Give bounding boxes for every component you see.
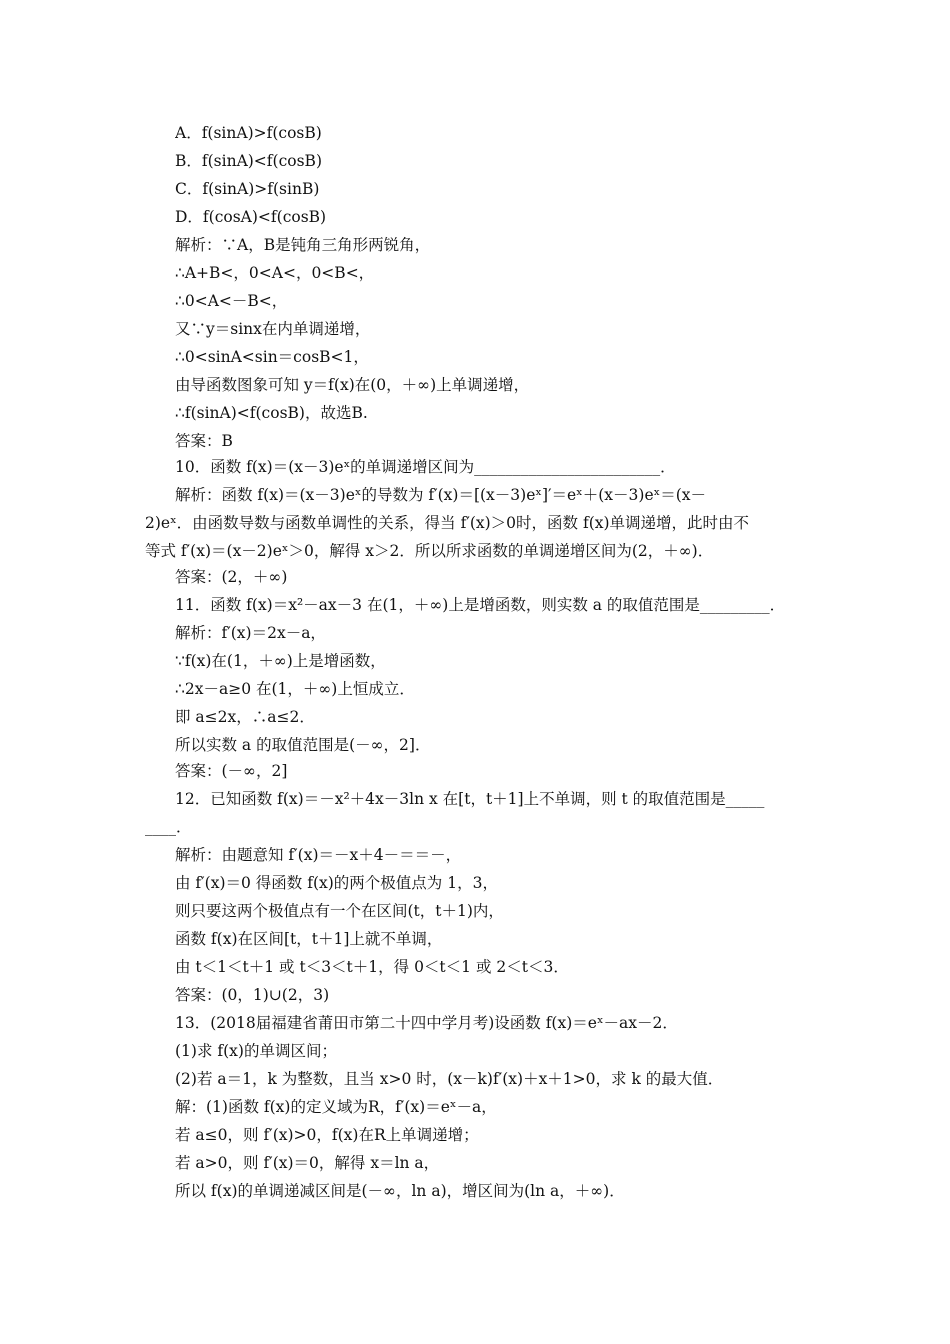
question-13-part-1: (1)求 f(x)的单调区间； <box>175 1042 337 1060</box>
solution-line: 由 f′(x)＝0 得函数 f(x)的两个极值点为 1，3， <box>175 874 498 892</box>
question-12: 12．已知函数 f(x)＝－x²＋4x－3ln x 在[t，t＋1]上不单调，则 t 的取值范围是_____ <box>175 790 765 808</box>
solution-line: 函数 f(x)在区间[t，t＋1]上就不单调， <box>175 930 443 948</box>
solution-line: ∵f(x)在(1，＋∞)上是增函数， <box>175 652 386 670</box>
option-c: C．f(sinA)>f(sinB) <box>175 180 320 198</box>
answer-line: 答案：(2，＋∞) <box>175 568 288 586</box>
solution-line: 解析：∵A，B是钝角三角形两锐角， <box>175 236 431 254</box>
solution-line: 解析：f′(x)＝2x－a， <box>175 624 326 642</box>
question-11: 11．函数 f(x)＝x²－ax－3 在(1，＋∞)上是增函数，则实数 a 的取值范围是_________． <box>175 596 786 614</box>
solution-line: ∴2x－a≥0 在(1，＋∞)上恒成立． <box>175 680 415 698</box>
option-d: D．f(cosA)<f(cosB) <box>175 208 327 226</box>
solution-line: 由导函数图象可知 y＝f(x)在(0，＋∞)上单调递增， <box>175 376 530 394</box>
question-10: 10．函数 f(x)＝(x－3)eˣ的单调递增区间为________________________． <box>175 458 676 476</box>
solution-line: 解：(1)函数 f(x)的定义域为R，f′(x)＝eˣ－a， <box>175 1098 497 1116</box>
question-13-part-2: (2)若 a＝1，k 为整数，且当 x>0 时，(x－k)f′(x)＋x＋1>0，求 k 的最大值． <box>175 1070 724 1088</box>
answer-line: 答案：(0，1)∪(2，3) <box>175 986 330 1004</box>
solution-line: 即 a≤2x，∴a≤2． <box>175 708 315 726</box>
solution-line: 若 a≤0，则 f′(x)>0，f(x)在R上单调递增； <box>175 1126 479 1144</box>
answer-line: 答案：(－∞，2] <box>175 762 288 780</box>
question-13: 13．(2018届福建省莆田市第二十四中学月考)设函数 f(x)＝eˣ－ax－2． <box>175 1014 678 1032</box>
solution-line: ∴f(sinA)<f(cosB)，故选B. <box>175 404 368 422</box>
solution-line: 所以实数 a 的取值范围是(－∞，2]． <box>175 736 431 754</box>
question-12-continued: ____． <box>145 818 192 836</box>
solution-line: ∴0<A<－B<， <box>175 292 288 310</box>
option-b: B．f(sinA)<f(cosB) <box>175 152 322 170</box>
solution-line: 解析：函数 f(x)＝(x－3)eˣ的导数为 f′(x)＝[(x－3)eˣ]′＝eˣ＋(x－3)eˣ＝(x－ <box>175 486 706 504</box>
solution-line: 解析：由题意知 f′(x)＝－x＋4－＝＝－， <box>175 846 462 864</box>
solution-line: 等式 f′(x)＝(x－2)eˣ＞0，解得 x＞2．所以所求函数的单调递增区间为(2，＋∞)． <box>145 542 714 560</box>
solution-line: ∴0<sinA<sin＝cosB<1， <box>175 348 369 366</box>
solution-line: 2)eˣ．由函数导数与函数单调性的关系，得当 f′(x)＞0时，函数 f(x)单调递增，此时由不 <box>145 514 750 532</box>
option-a: A．f(sinA)>f(cosB) <box>175 124 322 142</box>
answer-line: 答案：B <box>175 432 233 450</box>
solution-line: 所以 f(x)的单调递减区间是(－∞，ln a)，增区间为(ln a，＋∞)． <box>175 1182 625 1200</box>
solution-line: 又∵y＝sinx在内单调递增， <box>175 320 371 338</box>
solution-line: ∴A+B<，0<A<，0<B<， <box>175 264 375 282</box>
solution-line: 由 t＜1＜t＋1 或 t＜3＜t＋1，得 0＜t＜1 或 2＜t＜3． <box>175 958 569 976</box>
solution-line: 则只要这两个极值点有一个在区间(t，t＋1)内， <box>175 902 504 920</box>
solution-line: 若 a>0，则 f′(x)＝0，解得 x＝ln a， <box>175 1154 440 1172</box>
